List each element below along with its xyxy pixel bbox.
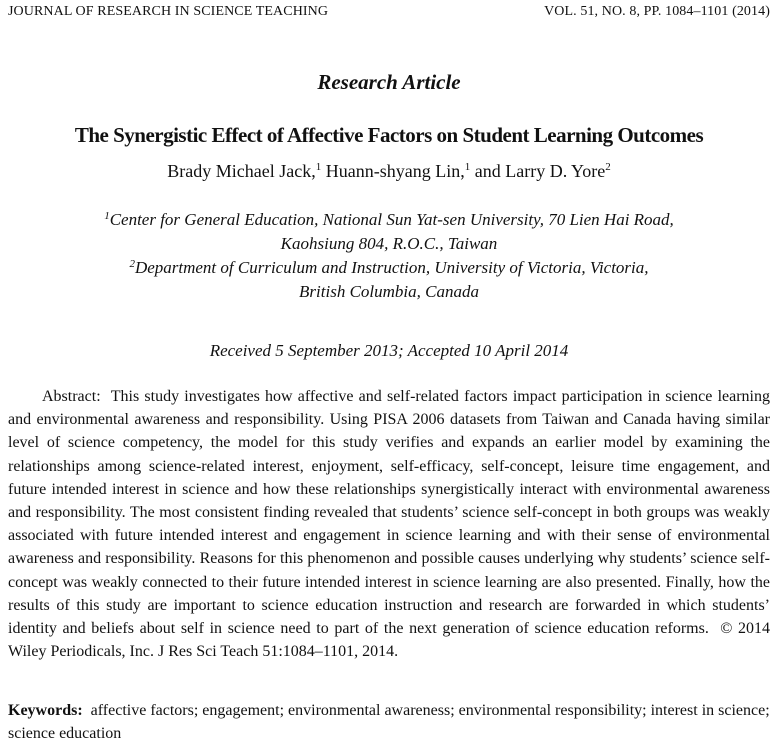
keywords	[8, 699, 770, 745]
author-name: Larry D. Yore	[505, 161, 606, 181]
abstract-label: Abstract:	[42, 388, 101, 405]
volume-info: VOL. 51, NO. 8, PP. 1084–1101 (2014)	[544, 4, 770, 19]
affil-line: Department of Curriculum and Instruction, University of Victoria, Victoria,	[134, 258, 649, 277]
affil-line: Kaohsiung 804, R.O.C., Taiwan	[280, 234, 498, 253]
abstract-text: This study investigates how affective and self-related factors impact participation in science learning and environmental awareness and responsibility. Using PISA 2006 datasets from Taiwan and Canada having similar level of science competency, the model for this study verifies and expands an earlier model by examining the relationships among science-related interest, enjoyment, self-efficacy, self-concept, leisure time engagement, and future intended interest in science and how these relationships synergistically interact with environmental awareness and responsibility. The most consistent finding revealed that students’ science self-concept in both groups was weakly associated with future intended interest and engagement in science learning and with their sense of environmental awareness and responsibility. Reasons for this phenomenon and possible causes underlying why students’ science self-concept was weakly connected to their future intended interest in science learning are also presented. Finally, how the results of this study are important to science education instruction and research are forwarded in which students’ identity and beliefs about self in science need to part of the next generation of science education reforms.	[8, 388, 770, 638]
affil-marker: 2	[129, 258, 135, 270]
author-name: Huann-shyang Lin,	[325, 161, 465, 181]
keywords-text: affective factors; engagement; environmental awareness; environmental responsibility; interest in science; science education	[8, 702, 770, 742]
author-affil-marker: 1	[464, 161, 471, 173]
affiliation	[0, 256, 778, 280]
affiliation	[0, 208, 778, 232]
affil-marker: 1	[104, 210, 110, 222]
affil-line: British Columbia, Canada	[299, 282, 479, 301]
authors-conjunction: and	[474, 161, 501, 181]
abstract	[8, 385, 770, 663]
author-affil-marker: 1	[315, 161, 322, 173]
affil-line: Center for General Education, National Sun Yat-sen University, 70 Lien Hai Road,	[109, 210, 674, 229]
copyright-notice: © 2014 Wiley Periodicals, Inc. J Res Sci Teach 51:1084–1101, 2014.	[8, 620, 771, 661]
article-title: The Synergistic Effect of Affective Factors on Student Learning Outcomes	[74, 123, 704, 147]
journal-name: JOURNAL OF RESEARCH IN SCIENCE TEACHING	[8, 4, 329, 19]
article-type: Research Article	[317, 70, 461, 94]
received-dates: Received 5 September 2013; Accepted 10 April 2014	[209, 341, 569, 360]
author-list	[0, 161, 778, 182]
author-affil-marker: 2	[605, 161, 611, 173]
keywords-label: Keywords:	[8, 702, 83, 719]
affiliations	[0, 208, 778, 304]
author-name: Brady Michael Jack,	[167, 161, 316, 181]
